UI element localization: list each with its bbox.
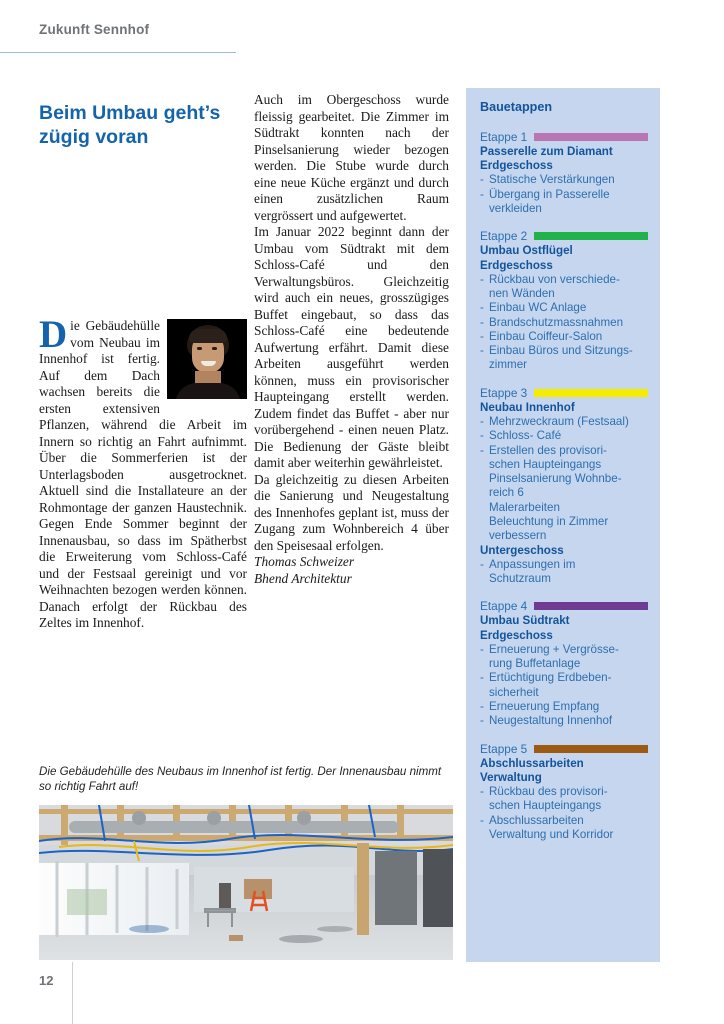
list-item: - Erstellen des provisori-: [480, 444, 648, 458]
page-header: [0, 22, 250, 54]
construction-phases-sidebar: [466, 88, 660, 962]
list-item: - Einbau WC Anlage: [480, 301, 648, 315]
list-item: - Übergang in Passerelle: [480, 188, 648, 202]
stage-4-items: [480, 643, 648, 729]
list-item: nen Wänden: [489, 287, 555, 300]
list-item: - Einbau Coiffeur-Salon: [480, 330, 648, 344]
list-item: - Einbau Büros und Sitzungs-: [480, 344, 648, 358]
list-item: - Brandschutzmassnahmen: [480, 316, 648, 330]
stage-4-subtitle-2: Erdgeschoss: [480, 628, 553, 642]
publication-kicker: Zukunft Sennhof: [39, 22, 150, 37]
left-column-paragraph-1: Die Gebäudehülle vom Neubau im Innenhof ist fertig. Auf dem Dach wachsen bereits die ersten extensiven Pflanzen, während die Arbeit im Innern so richtig an Fahrt aufnimmt. Über die Sommerferien ist der Unterlagsboden ausgetrocknet. Aktuell sind die Installateure an der Rohmontage der ganzen Haustechnik. Gegen Ende Sommer beginnt der Innenausbau, so dass im Spätherbst die Erweiterung vom Schloss-Café und der Festsaal gereinigt und vor Weihnachten bezogen werden können. Danach erfolgt der Rückbau des Zeltes im Innenhof.: [39, 313, 247, 630]
portrait-fringe: [189, 329, 227, 343]
photo-illustration: [39, 805, 453, 960]
article-right-column: [254, 92, 449, 587]
stage-3-subtitle-1: Neubau Innenhof: [480, 400, 575, 414]
list-item: - Mehrzweckraum (Festsaal): [480, 415, 648, 429]
list-item: - Schloss- Café: [480, 429, 648, 443]
stage-4-subtitle-1: Umbau Südtrakt: [480, 614, 570, 628]
list-item: sicherheit: [489, 685, 539, 699]
stage-1-label: Etappe 1: [480, 130, 528, 144]
stage-5-subtitle-1: Abschlussarbeiten: [480, 756, 584, 770]
author-portrait-photo: [167, 319, 247, 399]
stage-5-label: Etappe 5: [480, 741, 528, 756]
byline-author-name: Thomas Schweizer: [254, 554, 355, 569]
right-column-paragraph-1: Auch im Obergeschoss wurde fleissig gearbeitet. Die Zimmer im Südtrakt konnten nach der Pinselsanierung wieder bezogen werden. Die Stube wurde durch eine neue Küche ergänzt und durch einen zusätzlichen Raum vergrössert und aufgewertet.: [254, 92, 449, 223]
construction-interior-photo: [39, 805, 453, 960]
list-item: rung Buffetanlage: [489, 657, 581, 671]
footer-divider: [72, 962, 73, 1024]
sidebar-title: Bauetappen: [480, 100, 553, 114]
stage-etappe-2: [480, 229, 648, 372]
stage-3-subtitle-2: Untergeschoss: [480, 543, 564, 557]
list-item: - Abschlussarbeiten: [480, 814, 648, 828]
stage-2-header: [480, 229, 648, 243]
header-rule: [0, 52, 236, 53]
list-item: - Rückbau von verschiede-: [480, 273, 648, 287]
list-item: verkleiden: [489, 202, 542, 215]
stage-2-color-bar: [534, 232, 648, 240]
stage-2-label: Etappe 2: [480, 229, 528, 244]
list-item: - Rückbau des provisori-: [480, 785, 648, 799]
stage-1-subtitle-1: Passerelle zum Diamant: [480, 145, 613, 158]
stage-3-items: [480, 415, 648, 544]
stage-5-header: [480, 742, 648, 756]
list-item: Schutzraum: [489, 572, 551, 586]
stage-3-header: [480, 386, 648, 400]
list-item: verbessern: [489, 529, 547, 543]
stage-2-subtitle-1: Umbau Ostflügel: [480, 244, 573, 258]
byline-organisation: Bhend Architektur: [254, 570, 352, 586]
stage-1-subtitle-2: Erdgeschoss: [480, 159, 553, 173]
stage-etappe-5: [480, 742, 648, 843]
stage-5-color-bar: [534, 745, 648, 753]
stage-etappe-4: [480, 599, 648, 728]
stage-etappe-1: [480, 130, 648, 216]
list-item: Pinselsanierung Wohnbe-: [489, 472, 622, 486]
right-column-paragraph-2: Im Januar 2022 beginnt dann der Umbau vom Südtrakt mit dem Schloss-Café und den Verwaltungsbüros. Gleichzeitig wird auch ein neues, grosszügiges Buffet eingebaut, so dass das Schloss-Café eine bedeutende Aufwertung erfährt. Damit diese Arbeiten ausgeführt werden können, muss ein provisorischer Haupteingang erstellt werden. Zudem findet das Buffet - aber nur vorübergehend - einen neuen Platz. Die Bedienung der Gäste bleibt damit aber weiterhin gewährleistet.: [254, 224, 449, 470]
list-item: - Erneuerung Empfang: [480, 700, 648, 714]
article-headline: Beim Umbau geht’s zügig voran: [39, 102, 221, 149]
stage-5-items: [480, 785, 648, 842]
photo-caption: Die Gebäudehülle des Neubaus im Innenhof ist fertig. Der Innenausbau nimmt so richtig Fahrt auf!: [39, 765, 442, 793]
portrait-eye-right: [212, 347, 217, 350]
stage-2-items: [480, 273, 648, 373]
list-item: Malerarbeiten: [489, 500, 560, 514]
stage-5-subtitle-2: Verwaltung: [480, 770, 542, 784]
list-item: zimmer: [489, 358, 527, 372]
stage-1-items: [480, 173, 648, 216]
stage-3-color-bar: [534, 389, 648, 397]
list-item: - Erneuerung + Vergrösse-: [480, 643, 648, 657]
list-item: schen Haupteingangs: [489, 457, 602, 471]
list-item: - Statische Verstärkungen: [480, 173, 648, 187]
list-item: - Ertüchtigung Erdbeben-: [480, 671, 648, 685]
list-item: - Neugestaltung Innenhof: [480, 714, 648, 728]
article-left-column: [39, 313, 247, 632]
portrait-eye-left: [197, 347, 202, 350]
stage-4-color-bar: [534, 602, 648, 610]
portrait-shoulders: [175, 383, 241, 399]
right-column-paragraph-3: Da gleichzeitig zu diesen Arbeiten die Sanierung und Neugestaltung des Innenhofes geplant ist, muss der Zugang zum Wohnbereich 4 über den Speisesaal erfolgen.: [254, 471, 449, 553]
stage-etappe-3: [480, 386, 648, 587]
stage-4-label: Etappe 4: [480, 599, 528, 614]
list-item: Beleuchtung in Zimmer: [489, 515, 609, 529]
list-item: schen Haupteingangs: [489, 799, 602, 813]
stage-1-color-bar: [534, 133, 648, 141]
stage-4-header: [480, 599, 648, 613]
stage-2-subtitle-2: Erdgeschoss: [480, 258, 553, 272]
list-item: Verwaltung und Korridor: [489, 827, 614, 841]
stage-3-label: Etappe 3: [480, 385, 528, 400]
stage-1-header: [480, 130, 648, 144]
list-item: - Anpassungen im: [480, 558, 648, 572]
list-item: reich 6: [489, 486, 524, 500]
stage-3-items-untergeschoss: [480, 558, 648, 587]
page-number: 12: [39, 973, 54, 988]
